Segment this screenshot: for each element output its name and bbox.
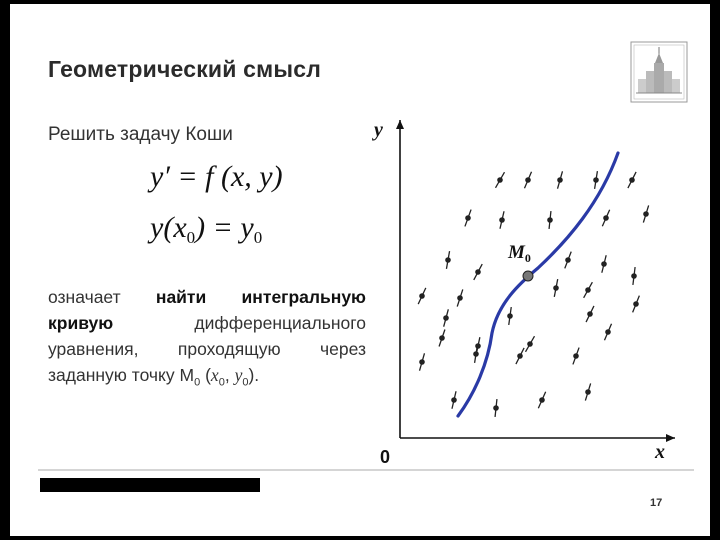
direction-dot [473, 351, 479, 357]
eq2-lhs-sub: 0 [186, 228, 196, 247]
direction-dot [465, 215, 471, 221]
slide-title: Геометрический смысл [48, 56, 322, 82]
desc-bold-2: кривую [48, 313, 114, 333]
origin-label: 0 [380, 447, 391, 467]
direction-dot [457, 295, 463, 301]
desc-sub-x: 0 [218, 376, 225, 389]
desc-sub-m: 0 [194, 376, 201, 389]
direction-dot [499, 217, 505, 223]
direction-field-diagram [350, 108, 700, 468]
direction-dot [497, 177, 503, 183]
point-label-m: M [508, 242, 525, 263]
direction-dot [527, 341, 533, 347]
eq2-rhs: ) = y [195, 211, 254, 244]
direction-dot [525, 177, 531, 183]
desc-sub-y: 0 [242, 376, 249, 389]
direction-dot [445, 257, 451, 263]
desc-line-3: уравнения, проходящую через [48, 339, 366, 359]
direction-dot [443, 315, 449, 321]
desc-bold: найти интегральную [155, 287, 367, 307]
slide [10, 4, 710, 536]
desc-line-1 [48, 284, 366, 310]
direction-dot [475, 269, 481, 275]
description [48, 284, 366, 396]
equation-initial-condition [150, 211, 262, 248]
direction-dot [419, 293, 425, 299]
direction-dot [565, 257, 571, 263]
direction-dot [585, 389, 591, 395]
footer-divider [38, 469, 694, 471]
desc-close: ). [248, 365, 260, 385]
direction-dot [633, 301, 639, 307]
desc-text: означает [48, 287, 156, 307]
direction-dot [547, 217, 553, 223]
direction-dot [557, 177, 563, 183]
desc-x: x [210, 365, 219, 385]
eq2-lhs-x: x [173, 211, 187, 244]
direction-dot [585, 287, 591, 293]
eq2-lhs-y: y( [150, 211, 174, 244]
eq2-rhs-sub: 0 [253, 228, 263, 247]
desc-y: y [234, 365, 243, 385]
footer-redaction-bar [40, 478, 260, 492]
direction-dot [419, 359, 425, 365]
direction-dot [507, 313, 513, 319]
integral-curve [458, 153, 618, 416]
direction-dot [593, 177, 599, 183]
direction-dot [573, 353, 579, 359]
y-axis-label: y [374, 119, 383, 141]
direction-dot [629, 177, 635, 183]
point-m0-label [507, 242, 531, 265]
equation-ode: y′ = f (x, y) [150, 160, 283, 193]
direction-dot [601, 261, 607, 267]
point-m0 [523, 271, 533, 281]
direction-dot [553, 285, 559, 291]
intro-text: Решить задачу Коши [48, 124, 233, 145]
desc-text-2: дифференциального [113, 313, 366, 333]
direction-dot [605, 329, 611, 335]
desc-text-4: заданную точку M [48, 365, 195, 385]
direction-dot [517, 353, 523, 359]
direction-field [418, 171, 649, 417]
direction-dot [603, 215, 609, 221]
direction-dot [643, 211, 649, 217]
university-logo [630, 41, 688, 103]
direction-dot [451, 397, 457, 403]
direction-dot [493, 405, 499, 411]
point-label-sub: 0 [524, 251, 531, 265]
direction-dot [439, 335, 445, 341]
page-number: 17 [650, 497, 663, 509]
desc-comma: , [224, 365, 235, 385]
x-axis-label: x [655, 441, 665, 463]
desc-open: ( [200, 365, 211, 385]
desc-line-2 [48, 310, 366, 336]
direction-dot [631, 273, 637, 279]
desc-line-4 [48, 362, 366, 396]
direction-dot [539, 397, 545, 403]
direction-dot [475, 343, 481, 349]
direction-dot [587, 311, 593, 317]
